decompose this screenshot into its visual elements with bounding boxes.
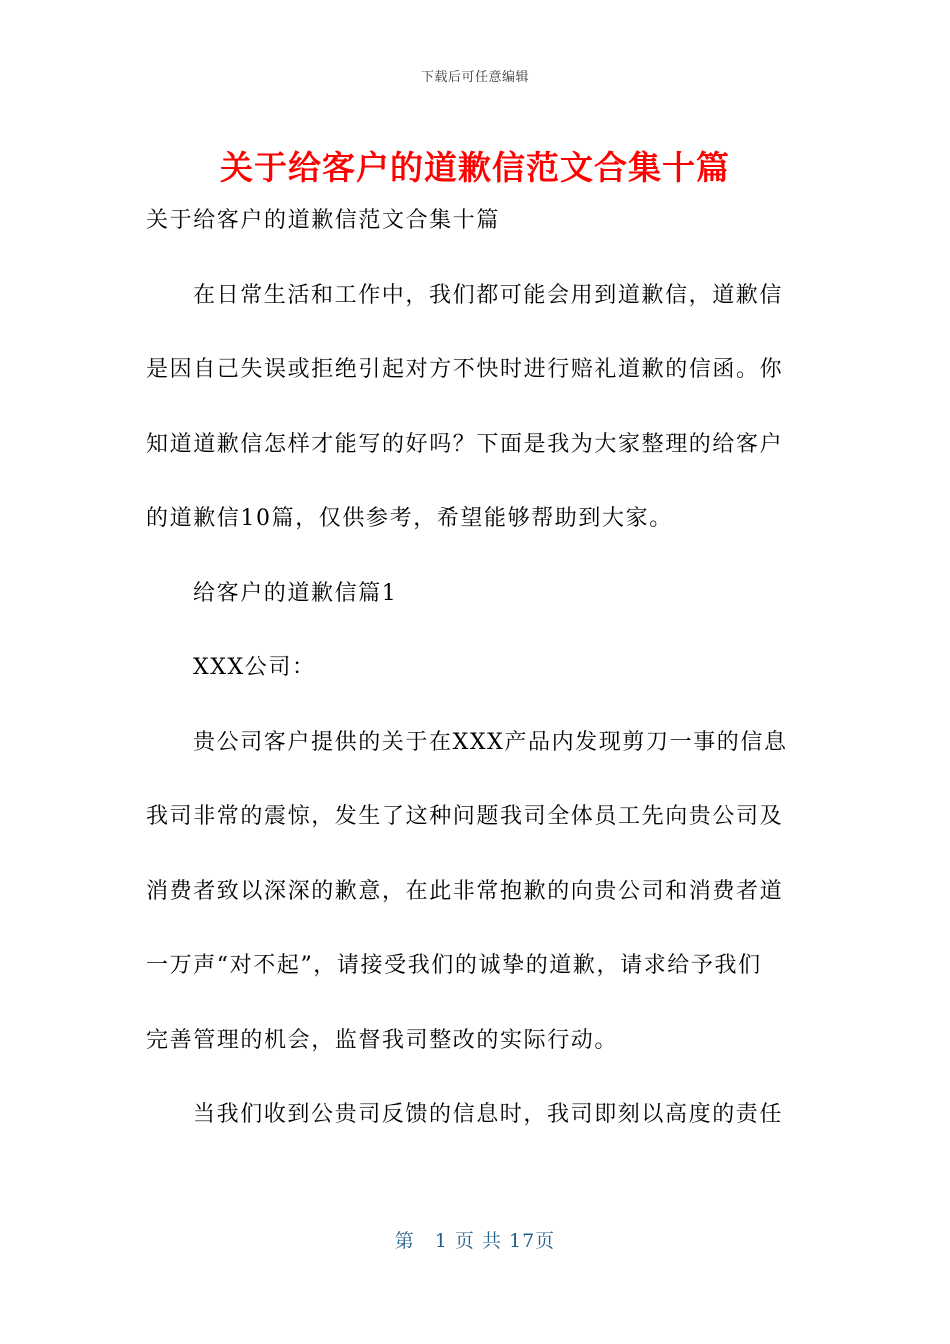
body-line: 的道歉信10篇，仅供参考，希望能够帮助到大家。 bbox=[146, 506, 673, 531]
body-line: 我司非常的震惊，发生了这种问题我司全体员工先向贵公司及 bbox=[146, 804, 784, 829]
header-note: 下载后可任意编辑 bbox=[420, 70, 529, 85]
body-line: 消费者致以深深的歉意，在此非常抱歉的向贵公司和消费者道 bbox=[146, 878, 784, 904]
body-line: 当我们收到公贵司反馈的信息时，我司即刻以高度的责任 bbox=[193, 1102, 784, 1127]
document-body bbox=[146, 201, 796, 1170]
body-line: 知道道歉信怎样才能写的好吗？下面是我为大家整理的给客户 bbox=[146, 431, 784, 457]
document-title: 关于给客户的道歉信范文合集十篇 bbox=[220, 148, 730, 187]
body-line: XXX公司： bbox=[193, 655, 316, 680]
body-line: 贵公司客户提供的关于在XXX产品内发现剪刀一事的信息 bbox=[193, 729, 788, 755]
body-line: 一万声“对不起”，请接受我们的诚挚的道歉，请求给予我们 bbox=[146, 953, 762, 978]
body-line: 关于给客户的道歉信范文合集十篇 bbox=[146, 208, 501, 233]
body-line: 在日常生活和工作中，我们都可能会用到道歉信，道歉信 bbox=[193, 282, 784, 308]
page-number-footer: 第 1 页 共 17页 bbox=[394, 1230, 556, 1252]
body-line: 完善管理的机会，监督我司整改的实际行动。 bbox=[146, 1027, 619, 1053]
body-line: 给客户的道歉信篇1 bbox=[193, 580, 398, 606]
body-line: 是因自己失误或拒绝引起对方不快时进行赔礼道歉的信函。你 bbox=[146, 357, 784, 382]
